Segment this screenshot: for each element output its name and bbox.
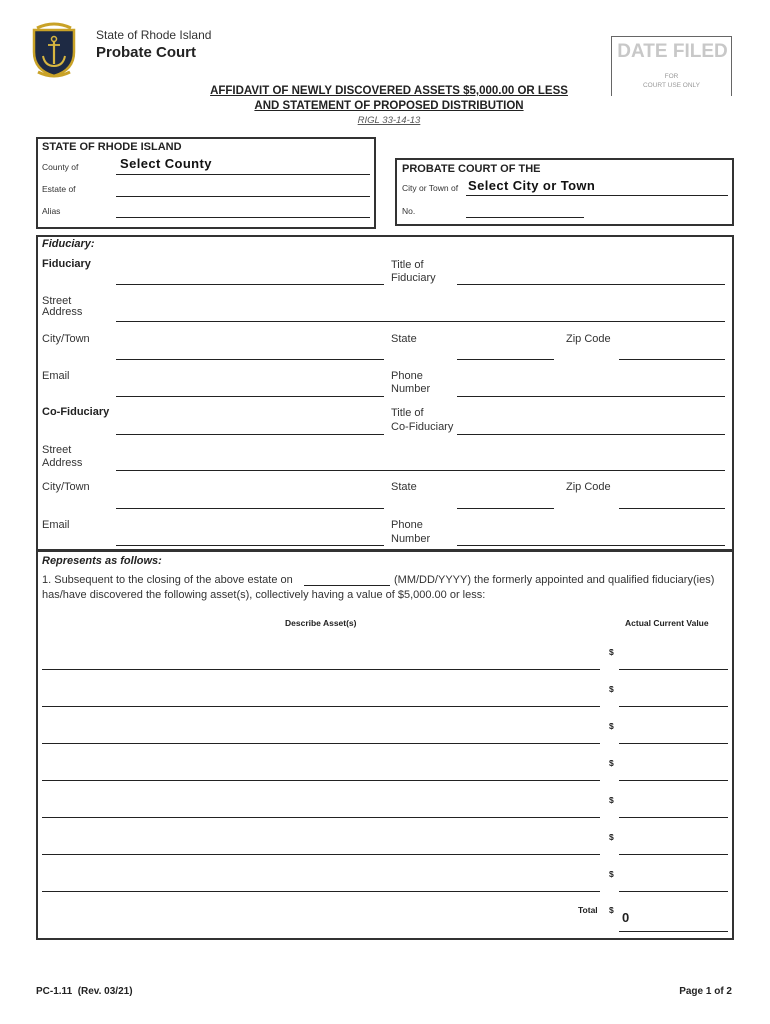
fiduciary-city-field[interactable] (116, 359, 384, 360)
city-town-label: City/Town (42, 333, 90, 345)
state-label: State (391, 333, 417, 345)
email-label: Email (42, 370, 70, 382)
address-label-2: Address (42, 457, 83, 469)
fiduciary-title-field[interactable] (457, 284, 725, 285)
county-line (116, 174, 370, 175)
co-fiduciary-name-field[interactable] (116, 434, 384, 435)
fiduciary-name-field[interactable] (116, 284, 384, 285)
county-label: County of (42, 162, 79, 172)
estate-field[interactable] (116, 196, 370, 197)
fiduciary-address-field[interactable] (116, 321, 725, 322)
fiduciary-zip-field[interactable] (619, 359, 725, 360)
co-fiduciary-title-field[interactable] (457, 434, 725, 435)
asset-description-field[interactable] (42, 817, 600, 818)
form-title-line1: AFFIDAVIT OF NEWLY DISCOVERED ASSETS $5,000.00 OR LESS (210, 85, 568, 97)
co-fiduciary-state-field[interactable] (457, 508, 554, 509)
fiduciary-section-heading: Fiduciary: (42, 238, 95, 250)
email-label-2: Email (42, 519, 70, 531)
street-label: Street (42, 295, 72, 307)
no-label: No. (402, 206, 416, 216)
asset-description-field[interactable] (42, 780, 600, 781)
state-line: State of Rhode Island (96, 28, 212, 42)
asset-description-field[interactable] (42, 854, 600, 855)
city-select[interactable]: Select City or Town (468, 178, 596, 193)
asset-dollar-sign: $ (609, 684, 614, 694)
fiduciary-state-field[interactable] (457, 359, 554, 360)
phone-label-2: Phone (391, 519, 423, 531)
asset-dollar-sign: $ (609, 758, 614, 768)
asset-value-field[interactable] (619, 706, 728, 707)
court-use-label: COURT USE ONLY (642, 82, 701, 89)
city-town-label-2: City/Town (42, 481, 90, 493)
address-label: Address (42, 306, 83, 318)
fiduciary-label: Fiduciary (42, 258, 91, 270)
co-fiduciary-city-field[interactable] (116, 508, 384, 509)
co-title-fiduciary-label: Co-Fiduciary (391, 421, 454, 433)
case-number-field[interactable] (466, 217, 584, 218)
city-label: City or Town of (402, 183, 459, 193)
page-number: Page 1 of 2 (679, 986, 732, 997)
title-fiduciary-label: Fiduciary (391, 272, 436, 284)
asset-value-field[interactable] (619, 669, 728, 670)
zip-label-2: Zip Code (566, 481, 611, 493)
asset-dollar-sign: $ (609, 832, 614, 842)
asset-value-field[interactable] (619, 743, 728, 744)
represents-section-heading: Represents as follows: (42, 555, 162, 567)
phone-number-label-2: Number (391, 533, 431, 545)
asset-value-field[interactable] (619, 817, 728, 818)
co-fiduciary-email-field[interactable] (116, 545, 384, 546)
street-label-2: Street (42, 444, 72, 456)
date-filed-label: DATE FILED (617, 41, 728, 62)
phone-number-label: Number (391, 383, 431, 395)
phone-label: Phone (391, 370, 423, 382)
fiduciary-box (36, 235, 734, 551)
title-of-label: Title of (391, 259, 424, 271)
anchor-seal-icon (28, 22, 80, 78)
court-heading: PROBATE COURT OF THE (402, 163, 541, 175)
co-fiduciary-address-field[interactable] (116, 470, 725, 471)
county-select[interactable]: Select County (120, 156, 212, 171)
total-value: 0 (622, 910, 630, 925)
paragraph-continuation: has/have discovered the following asset(s), collectively having a value of $5,000.00 or less: (42, 589, 486, 601)
for-label: FOR (664, 73, 679, 80)
asset-dollar-sign: $ (609, 721, 614, 731)
form-title-line2: AND STATEMENT OF PROPOSED DISTRIBUTION (254, 100, 524, 112)
asset-value-field[interactable] (619, 891, 728, 892)
asset-description-field[interactable] (42, 891, 600, 892)
asset-description-field[interactable] (42, 743, 600, 744)
asset-dollar-sign: $ (609, 795, 614, 805)
caption-state: STATE OF RHODE ISLAND (42, 141, 182, 153)
fiduciary-phone-field[interactable] (457, 396, 725, 397)
asset-value-field[interactable] (619, 780, 728, 781)
statute-reference: RIGL 33-14-13 (357, 115, 421, 126)
zip-label: Zip Code (566, 333, 611, 345)
co-fiduciary-zip-field[interactable] (619, 508, 725, 509)
current-value-header: Actual Current Value (625, 618, 709, 628)
estate-label: Estate of (42, 184, 76, 194)
represents-box (36, 550, 734, 940)
asset-description-field[interactable] (42, 706, 600, 707)
total-label: Total (578, 905, 598, 915)
paragraph-intro: 1. Subsequent to the closing of the above estate on (42, 574, 293, 586)
state-seal (28, 22, 80, 78)
co-fiduciary-label: Co-Fiduciary (42, 406, 110, 418)
alias-label: Alias (42, 206, 61, 216)
co-title-of-label: Title of (391, 407, 424, 419)
alias-field[interactable] (116, 217, 370, 218)
fiduciary-email-field[interactable] (116, 396, 384, 397)
form-id: PC-1.11 (Rev. 03/21) (36, 986, 133, 997)
describe-assets-header: Describe Asset(s) (285, 618, 357, 628)
total-dollar-sign: $ (609, 905, 614, 915)
asset-description-field[interactable] (42, 669, 600, 670)
asset-dollar-sign: $ (609, 869, 614, 879)
court-name: Probate Court (96, 44, 197, 61)
closing-date-field[interactable] (304, 585, 390, 586)
asset-dollar-sign: $ (609, 647, 614, 657)
asset-value-field[interactable] (619, 854, 728, 855)
city-line (466, 195, 728, 196)
co-fiduciary-phone-field[interactable] (457, 545, 725, 546)
paragraph-date-format: (MM/DD/YYYY) the formerly appointed and qualified fiduciary(ies) (394, 574, 715, 586)
state-label-2: State (391, 481, 417, 493)
total-line (619, 931, 728, 932)
